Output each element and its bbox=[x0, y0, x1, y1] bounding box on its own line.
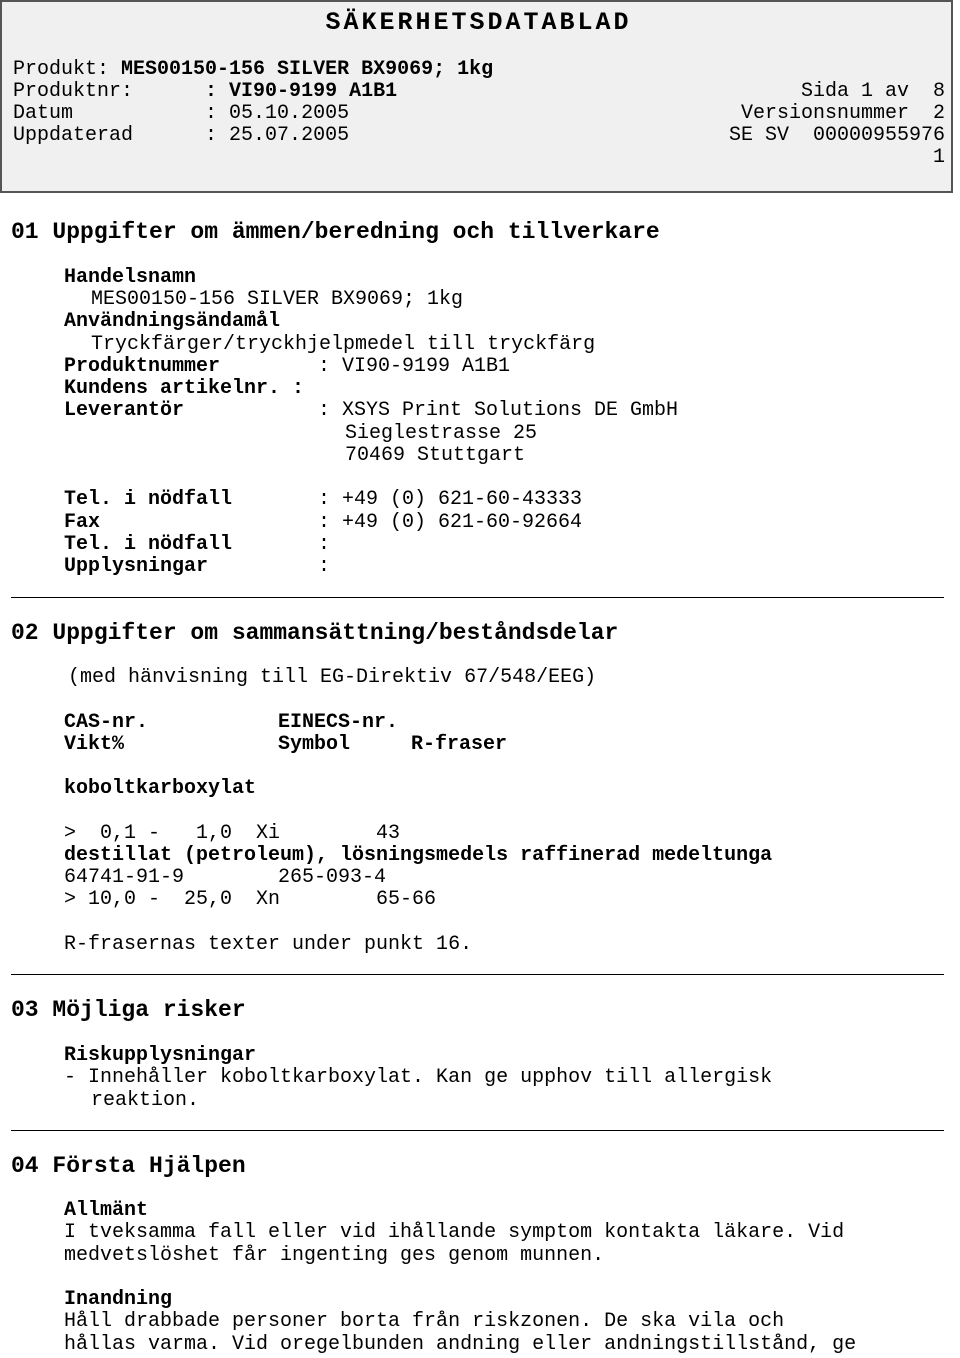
produktnummer-label: Produktnummer bbox=[64, 355, 221, 378]
address-street: Sieglestrasse 25 bbox=[345, 422, 538, 445]
allmant-text-line-2: medvetslöshet får ingenting ges genom munnen. bbox=[64, 1244, 605, 1267]
section-divider bbox=[11, 1130, 944, 1131]
produkt-label: Produkt: bbox=[13, 58, 110, 81]
section-divider bbox=[11, 974, 944, 975]
section-02-heading: 02 Uppgifter om sammansättning/beståndsdelar bbox=[11, 620, 619, 646]
document-id: SE SV 00000955976 bbox=[728, 124, 945, 147]
allmant-text-line-1: I tveksamma fall eller vid ihållande symptom kontakta läkare. Vid bbox=[64, 1221, 845, 1244]
upplysningar-value: : bbox=[318, 555, 331, 578]
anvandning-label: Användningsändamål bbox=[64, 310, 281, 333]
produktnr-value: : VI90-9199 A1B1 bbox=[205, 80, 398, 103]
section-03-heading: 03 Möjliga risker bbox=[11, 997, 246, 1023]
header-row-datum bbox=[13, 103, 945, 125]
column-symbol: Symbol bbox=[278, 733, 351, 756]
tel-emergency-2-value: : bbox=[318, 533, 331, 556]
riskupplysningar-label: Riskupplysningar bbox=[64, 1044, 257, 1067]
leverantor-value: : XSYS Print Solutions DE GmbH bbox=[318, 399, 679, 422]
inandning-text-line-1: Håll drabbade personer borta från riskzonen. De ska vila och bbox=[64, 1310, 785, 1333]
column-vikt: Vikt% bbox=[64, 733, 125, 756]
section-divider bbox=[11, 597, 944, 598]
page-number: Sida 1 av 8 bbox=[800, 80, 945, 103]
leverantor-label: Leverantör bbox=[64, 399, 185, 422]
tel-emergency-label: Tel. i nödfall bbox=[64, 488, 233, 511]
component-1-name: koboltkarboxylat bbox=[64, 777, 257, 800]
directive-reference: (med hänvisning till EG-Direktiv 67/548/EEG) bbox=[68, 666, 597, 689]
section-04-heading: 04 Första Hjälpen bbox=[11, 1153, 246, 1179]
datum-label: Datum bbox=[13, 102, 74, 125]
inandning-text-line-2: hållas varma. Vid oregelbunden andning eller andningstillstånd, ge bbox=[64, 1333, 857, 1356]
document-header bbox=[0, 0, 953, 193]
document-title: SÄKERHETSDATABLAD bbox=[325, 8, 632, 37]
risk-text-line-2: reaktion. bbox=[91, 1089, 200, 1112]
component-2-cas: 64741-91-9 bbox=[64, 866, 185, 889]
address-city: 70469 Stuttgart bbox=[345, 444, 526, 467]
version-number: Versionsnummer 2 bbox=[740, 102, 945, 125]
produkt-value: MES00150-156 SILVER BX9069; 1kg bbox=[121, 58, 494, 81]
uppdaterad-label: Uppdaterad bbox=[13, 124, 134, 147]
header-row-produkt bbox=[13, 59, 945, 81]
produktnr-label: Produktnr: bbox=[13, 80, 134, 103]
allmant-label: Allmänt bbox=[64, 1199, 149, 1222]
datum-value: : 05.10.2005 bbox=[205, 102, 350, 125]
column-cas: CAS-nr. bbox=[64, 711, 149, 734]
fax-label: Fax bbox=[64, 511, 101, 534]
column-rfraser: R-fraser bbox=[411, 733, 508, 756]
component-2-row: > 10,0 - 25,0 Xn 65-66 bbox=[64, 888, 437, 911]
rphrase-note: R-frasernas texter under punkt 16. bbox=[64, 933, 473, 956]
inandning-label: Inandning bbox=[64, 1288, 173, 1311]
tel-emergency-2-label: Tel. i nödfall bbox=[64, 533, 233, 556]
component-2-name: destillat (petroleum), lösningsmedels raffinerad medeltunga bbox=[64, 844, 773, 867]
column-einecs: EINECS-nr. bbox=[278, 711, 399, 734]
produktnummer-value: : VI90-9199 A1B1 bbox=[318, 355, 511, 378]
risk-text-line-1: - Innehåller koboltkarboxylat. Kan ge upphov till allergisk bbox=[64, 1066, 773, 1089]
header-row-suffix bbox=[13, 147, 945, 169]
upplysningar-label: Upplysningar bbox=[64, 555, 209, 578]
anvandning-value: Tryckfärger/tryckhjelpmedel till tryckfärg bbox=[91, 333, 596, 356]
section-01-heading: 01 Uppgifter om ämmen/beredning och tillverkare bbox=[11, 219, 660, 245]
header-row-produktnr bbox=[13, 81, 945, 103]
handelsnamn-value: MES00150-156 SILVER BX9069; 1kg bbox=[91, 288, 464, 311]
uppdaterad-value: : 25.07.2005 bbox=[205, 124, 350, 147]
document-id-suffix: 1 bbox=[932, 146, 945, 169]
component-2-einecs: 265-093-4 bbox=[278, 866, 387, 889]
fax-value: : +49 (0) 621-60-92664 bbox=[318, 511, 583, 534]
component-1-row: > 0,1 - 1,0 Xi 43 bbox=[64, 822, 401, 845]
header-row-uppdaterad bbox=[13, 125, 945, 147]
handelsnamn-label: Handelsnamn bbox=[64, 266, 197, 289]
kundens-artikelnr-label: Kundens artikelnr. : bbox=[64, 377, 305, 400]
tel-emergency-value: : +49 (0) 621-60-43333 bbox=[318, 488, 583, 511]
